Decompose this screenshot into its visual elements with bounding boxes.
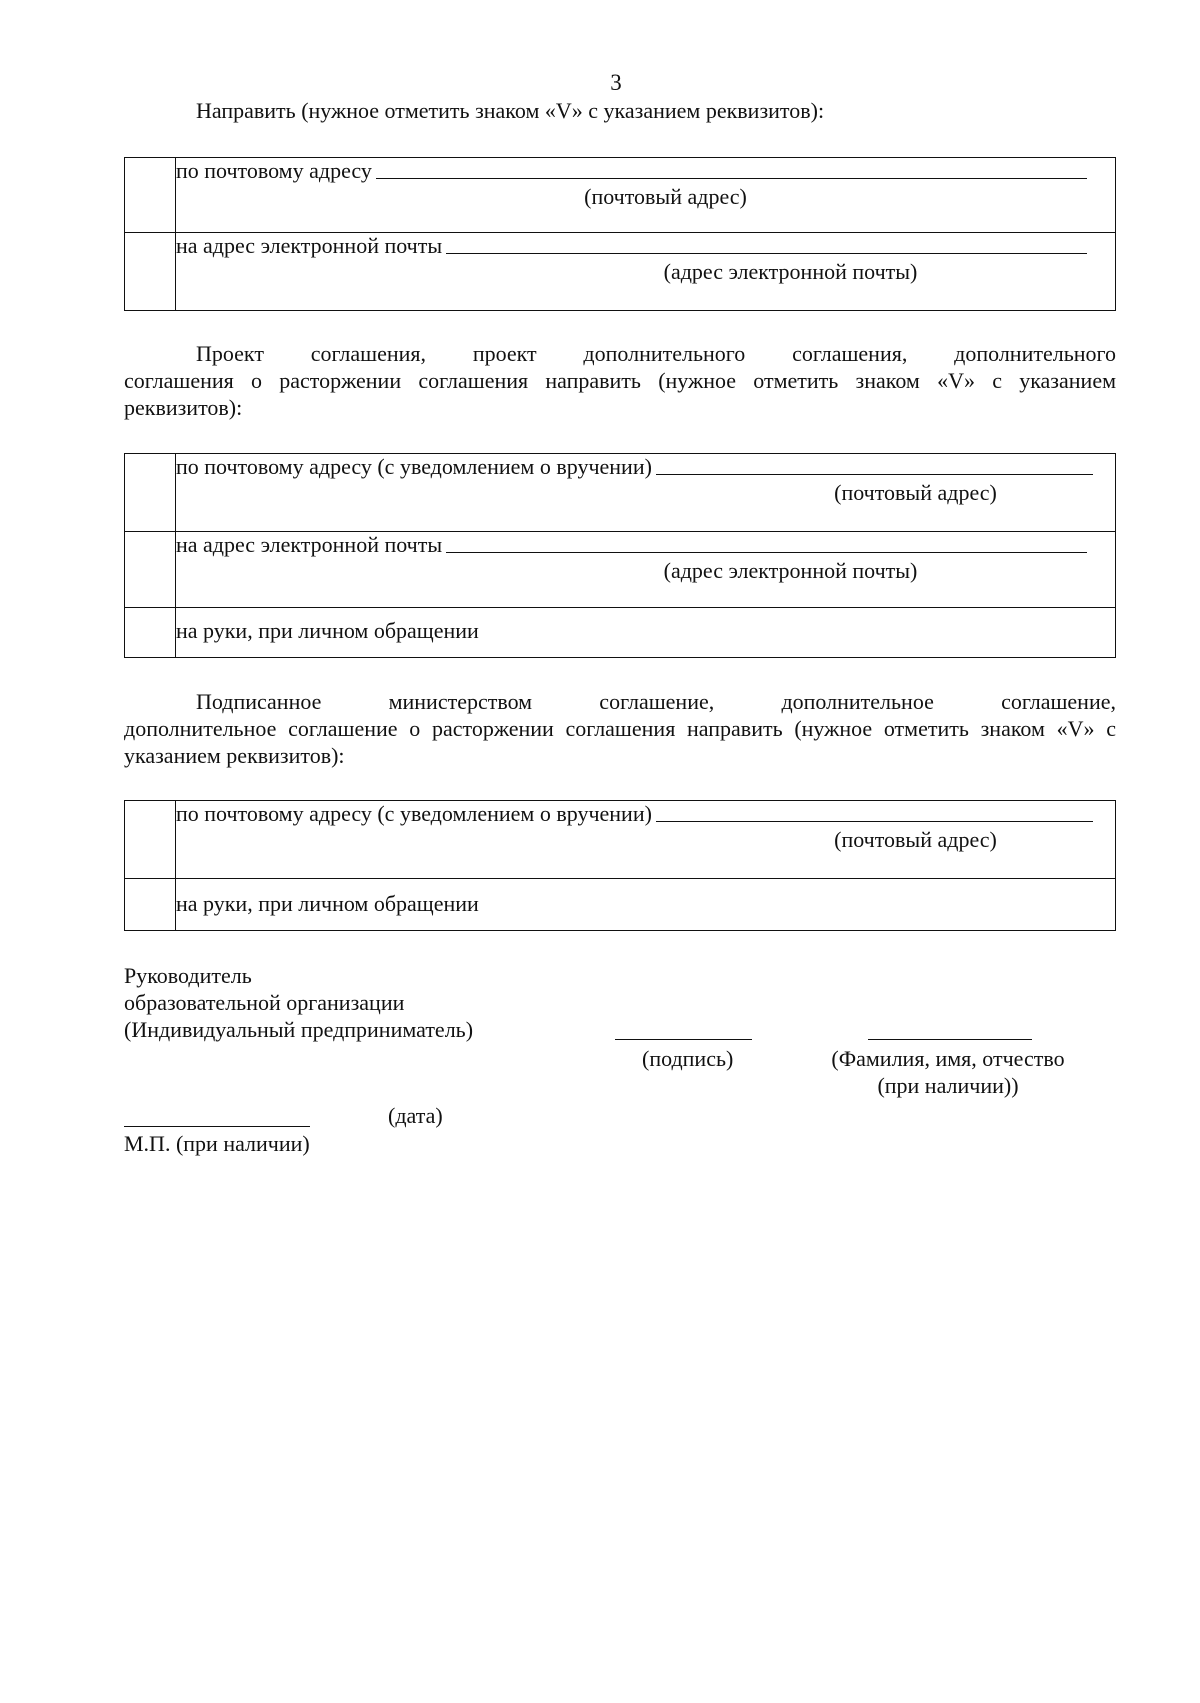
postal-address-field-2[interactable] <box>656 474 1093 475</box>
signature-line[interactable] <box>615 1039 752 1040</box>
page-number: 3 <box>610 70 622 95</box>
hint-email-2: (адрес электронной почты) <box>663 558 918 583</box>
name-hint-line2: (при наличии)) <box>877 1073 1019 1098</box>
signature-hint: (подпись) <box>642 1046 734 1071</box>
section3-intro <box>124 688 1116 769</box>
hint-postal-3: (почтовый адрес) <box>834 827 997 852</box>
section3-intro-rest: дополнительное соглашение о расторжении соглашения направить (нужное отметить знаком «V» с указанием реквизитов): <box>124 716 1116 768</box>
checkbox-email-2[interactable] <box>125 532 176 608</box>
section2-intro-line1: Проект соглашения, проект дополнительного соглашения, дополнительного <box>196 341 1116 366</box>
checkbox-postal[interactable] <box>125 158 176 233</box>
row-label-postal: по почтовому адресу <box>176 158 372 183</box>
postal-address-field-3[interactable] <box>656 821 1093 822</box>
email-address-field[interactable] <box>446 253 1087 254</box>
email-address-field-2[interactable] <box>446 552 1087 553</box>
row-label-email: на адрес электронной почты <box>176 233 443 258</box>
name-hint <box>818 1045 1078 1099</box>
section2-intro-rest: соглашения о расторжении соглашения направить (нужное отметить знаком «V» с указанием реквизитов): <box>124 368 1116 420</box>
checkbox-in-person-3[interactable] <box>125 879 176 931</box>
checkbox-email[interactable] <box>125 233 176 311</box>
date-line[interactable] <box>124 1126 310 1127</box>
signatory-title <box>124 962 473 1043</box>
hint-postal-2: (почтовый адрес) <box>834 480 997 505</box>
row-label-postal-notice: по почтовому адресу (с уведомлением о вручении) <box>176 454 652 479</box>
row-label-postal-notice-3: по почтовому адресу (с уведомлением о вручении) <box>176 801 652 826</box>
hint-postal: (почтовый адрес) <box>584 184 747 209</box>
name-hint-line1: (Фамилия, имя, отчество <box>831 1046 1065 1071</box>
row-label-email-2: на адрес электронной почты <box>176 532 443 557</box>
stamp-label: М.П. (при наличии) <box>124 1131 310 1156</box>
signatory-title-line1: Руководитель <box>124 963 252 988</box>
row-label-in-person: на руки, при личном обращении <box>176 618 479 643</box>
checkbox-postal-notice-3[interactable] <box>125 801 176 879</box>
name-line[interactable] <box>868 1039 1032 1040</box>
section1-intro: Направить (нужное отметить знаком «V» с указанием реквизитов): <box>196 98 825 123</box>
postal-address-field[interactable] <box>376 178 1087 179</box>
section2-intro <box>124 340 1116 421</box>
row-label-in-person-3: на руки, при личном обращении <box>176 891 479 916</box>
hint-email: (адрес электронной почты) <box>663 259 918 284</box>
section2-table <box>124 453 1116 658</box>
checkbox-in-person[interactable] <box>125 608 176 658</box>
signatory-title-line3: (Индивидуальный предприниматель) <box>124 1017 474 1042</box>
signatory-title-line2: образовательной организации <box>124 990 405 1015</box>
section1-table <box>124 157 1116 311</box>
section3-table <box>124 800 1116 931</box>
section3-intro-line1: Подписанное министерством соглашение, дополнительное соглашение, <box>196 689 1116 714</box>
date-hint: (дата) <box>388 1103 443 1128</box>
checkbox-postal-notice[interactable] <box>125 454 176 532</box>
